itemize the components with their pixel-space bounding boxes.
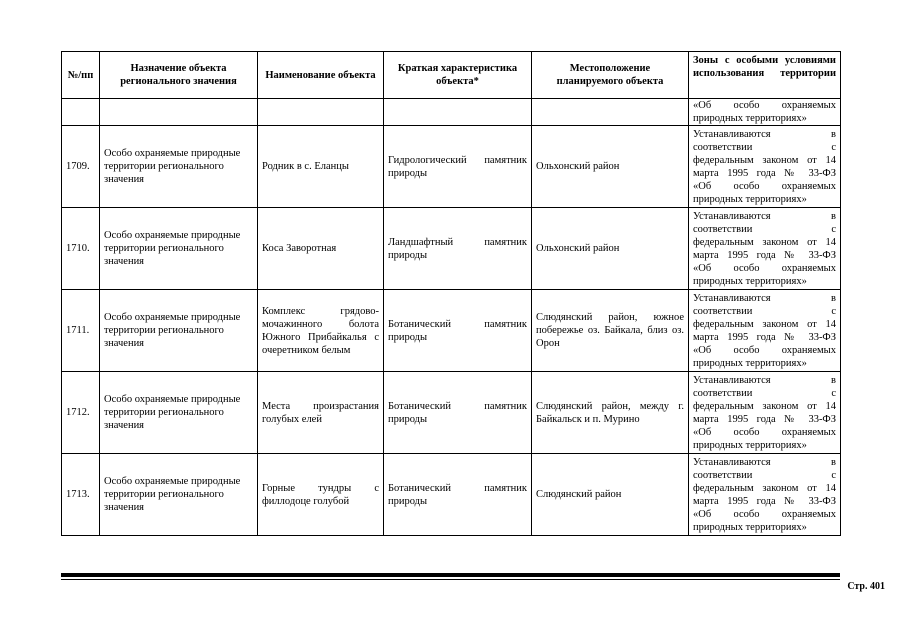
header-purpose: Назначение объекта регионального значения <box>100 52 258 99</box>
zone-line: Устанавливаются в <box>693 292 836 304</box>
header-location: Местоположение планируемого объекта <box>532 52 689 99</box>
page-number: Стр. 401 <box>847 581 885 592</box>
zone-line: марта 1995 года № 33-ФЗ <box>693 331 836 343</box>
purpose-cell: Особо охраняемые природные территории регионального значения <box>100 454 258 536</box>
row-number-cell: 1709. <box>62 126 100 208</box>
characteristic-cell: Ботанический памятник природы <box>384 290 532 372</box>
header-name: Наименование объекта <box>258 52 384 99</box>
zone-line: федеральным законом от 14 <box>693 154 836 166</box>
purpose-cell: Особо охраняемые природные территории регионального значения <box>100 126 258 208</box>
zone-line: Устанавливаются в <box>693 374 836 386</box>
location-cell: Слюдянский район, южное побережье оз. Байкала, близ оз. Орон <box>532 290 689 372</box>
zone-line: соответствии с <box>693 305 836 317</box>
table-row <box>62 290 841 372</box>
zone-line: соответствии с <box>693 469 836 481</box>
zone-line: Устанавливаются в <box>693 128 836 140</box>
object-name-cell: Места произрастания голубых елей <box>258 372 384 454</box>
zones-cell <box>689 372 841 454</box>
header-characteristic: Краткая характеристика объекта* <box>384 52 532 99</box>
table-row <box>62 372 841 454</box>
footer-divider-thin <box>61 579 840 580</box>
row-number-cell: 1713. <box>62 454 100 536</box>
location-cell: Ольхонский район <box>532 126 689 208</box>
zone-line: федеральным законом от 14 <box>693 318 836 330</box>
row-number-cell: 1710. <box>62 208 100 290</box>
zone-line: марта 1995 года № 33-ФЗ <box>693 167 836 179</box>
row-number-cell: 1712. <box>62 372 100 454</box>
continuation-zone-cell <box>689 99 841 126</box>
header-zones: Зоны с особыми условиями использования территории <box>689 52 841 99</box>
zone-line: «Об особо охраняемых <box>693 344 836 356</box>
zone-line: «Об особо охраняемых <box>693 262 836 274</box>
zone-line: «Об особо охраняемых <box>693 508 836 520</box>
zone-line: «Об особо охраняемых <box>693 180 836 192</box>
object-name-cell: Горные тундры с филлодоце голубой <box>258 454 384 536</box>
zones-cell <box>689 208 841 290</box>
zone-line: природных территориях» <box>693 113 807 124</box>
table-header-row <box>62 52 841 99</box>
zone-line: «Об особо охраняемых <box>693 426 836 438</box>
zone-line: природных территориях» <box>693 193 807 205</box>
object-name-cell: Коса Заворотная <box>258 208 384 290</box>
zone-line: «Об особо охраняемых <box>693 100 836 111</box>
zone-line: природных территориях» <box>693 439 807 451</box>
continuation-row <box>62 99 841 126</box>
table-row <box>62 454 841 536</box>
location-cell: Ольхонский район <box>532 208 689 290</box>
zones-cell <box>689 126 841 208</box>
characteristic-cell: Гидрологический памятник природы <box>384 126 532 208</box>
object-name-cell: Комплекс грядово-мочажинного болота Южного Прибайкалья с очеретником белым <box>258 290 384 372</box>
table-row <box>62 208 841 290</box>
header-num: №/пп <box>62 52 100 99</box>
zone-line: соответствии с <box>693 387 836 399</box>
purpose-cell: Особо охраняемые природные территории регионального значения <box>100 290 258 372</box>
zone-line: марта 1995 года № 33-ФЗ <box>693 249 836 261</box>
zones-cell <box>689 290 841 372</box>
zones-cell <box>689 454 841 536</box>
zone-line: природных территориях» <box>693 521 807 533</box>
zone-line: соответствии с <box>693 141 836 153</box>
purpose-cell: Особо охраняемые природные территории регионального значения <box>100 372 258 454</box>
purpose-cell: Особо охраняемые природные территории регионального значения <box>100 208 258 290</box>
characteristic-cell: Ландшафтный памятник природы <box>384 208 532 290</box>
table-row <box>62 126 841 208</box>
table-body <box>62 126 841 536</box>
zone-line: Устанавливаются в <box>693 456 836 468</box>
object-name-cell: Родник в с. Еланцы <box>258 126 384 208</box>
zone-line: Устанавливаются в <box>693 210 836 222</box>
zone-line: марта 1995 года № 33-ФЗ <box>693 495 836 507</box>
zone-line: природных территориях» <box>693 357 807 369</box>
zone-line: федеральным законом от 14 <box>693 482 836 494</box>
characteristic-cell: Ботанический памятник природы <box>384 372 532 454</box>
zone-line: марта 1995 года № 33-ФЗ <box>693 413 836 425</box>
zone-line: федеральным законом от 14 <box>693 236 836 248</box>
zone-line: природных территориях» <box>693 275 807 287</box>
location-cell: Слюдянский район <box>532 454 689 536</box>
footer-divider <box>61 573 840 577</box>
location-cell: Слюдянский район, между г. Байкальск и п. Мурино <box>532 372 689 454</box>
zone-line: соответствии с <box>693 223 836 235</box>
row-number-cell: 1711. <box>62 290 100 372</box>
characteristic-cell: Ботанический памятник природы <box>384 454 532 536</box>
regional-objects-table <box>61 51 841 536</box>
zone-line: федеральным законом от 14 <box>693 400 836 412</box>
